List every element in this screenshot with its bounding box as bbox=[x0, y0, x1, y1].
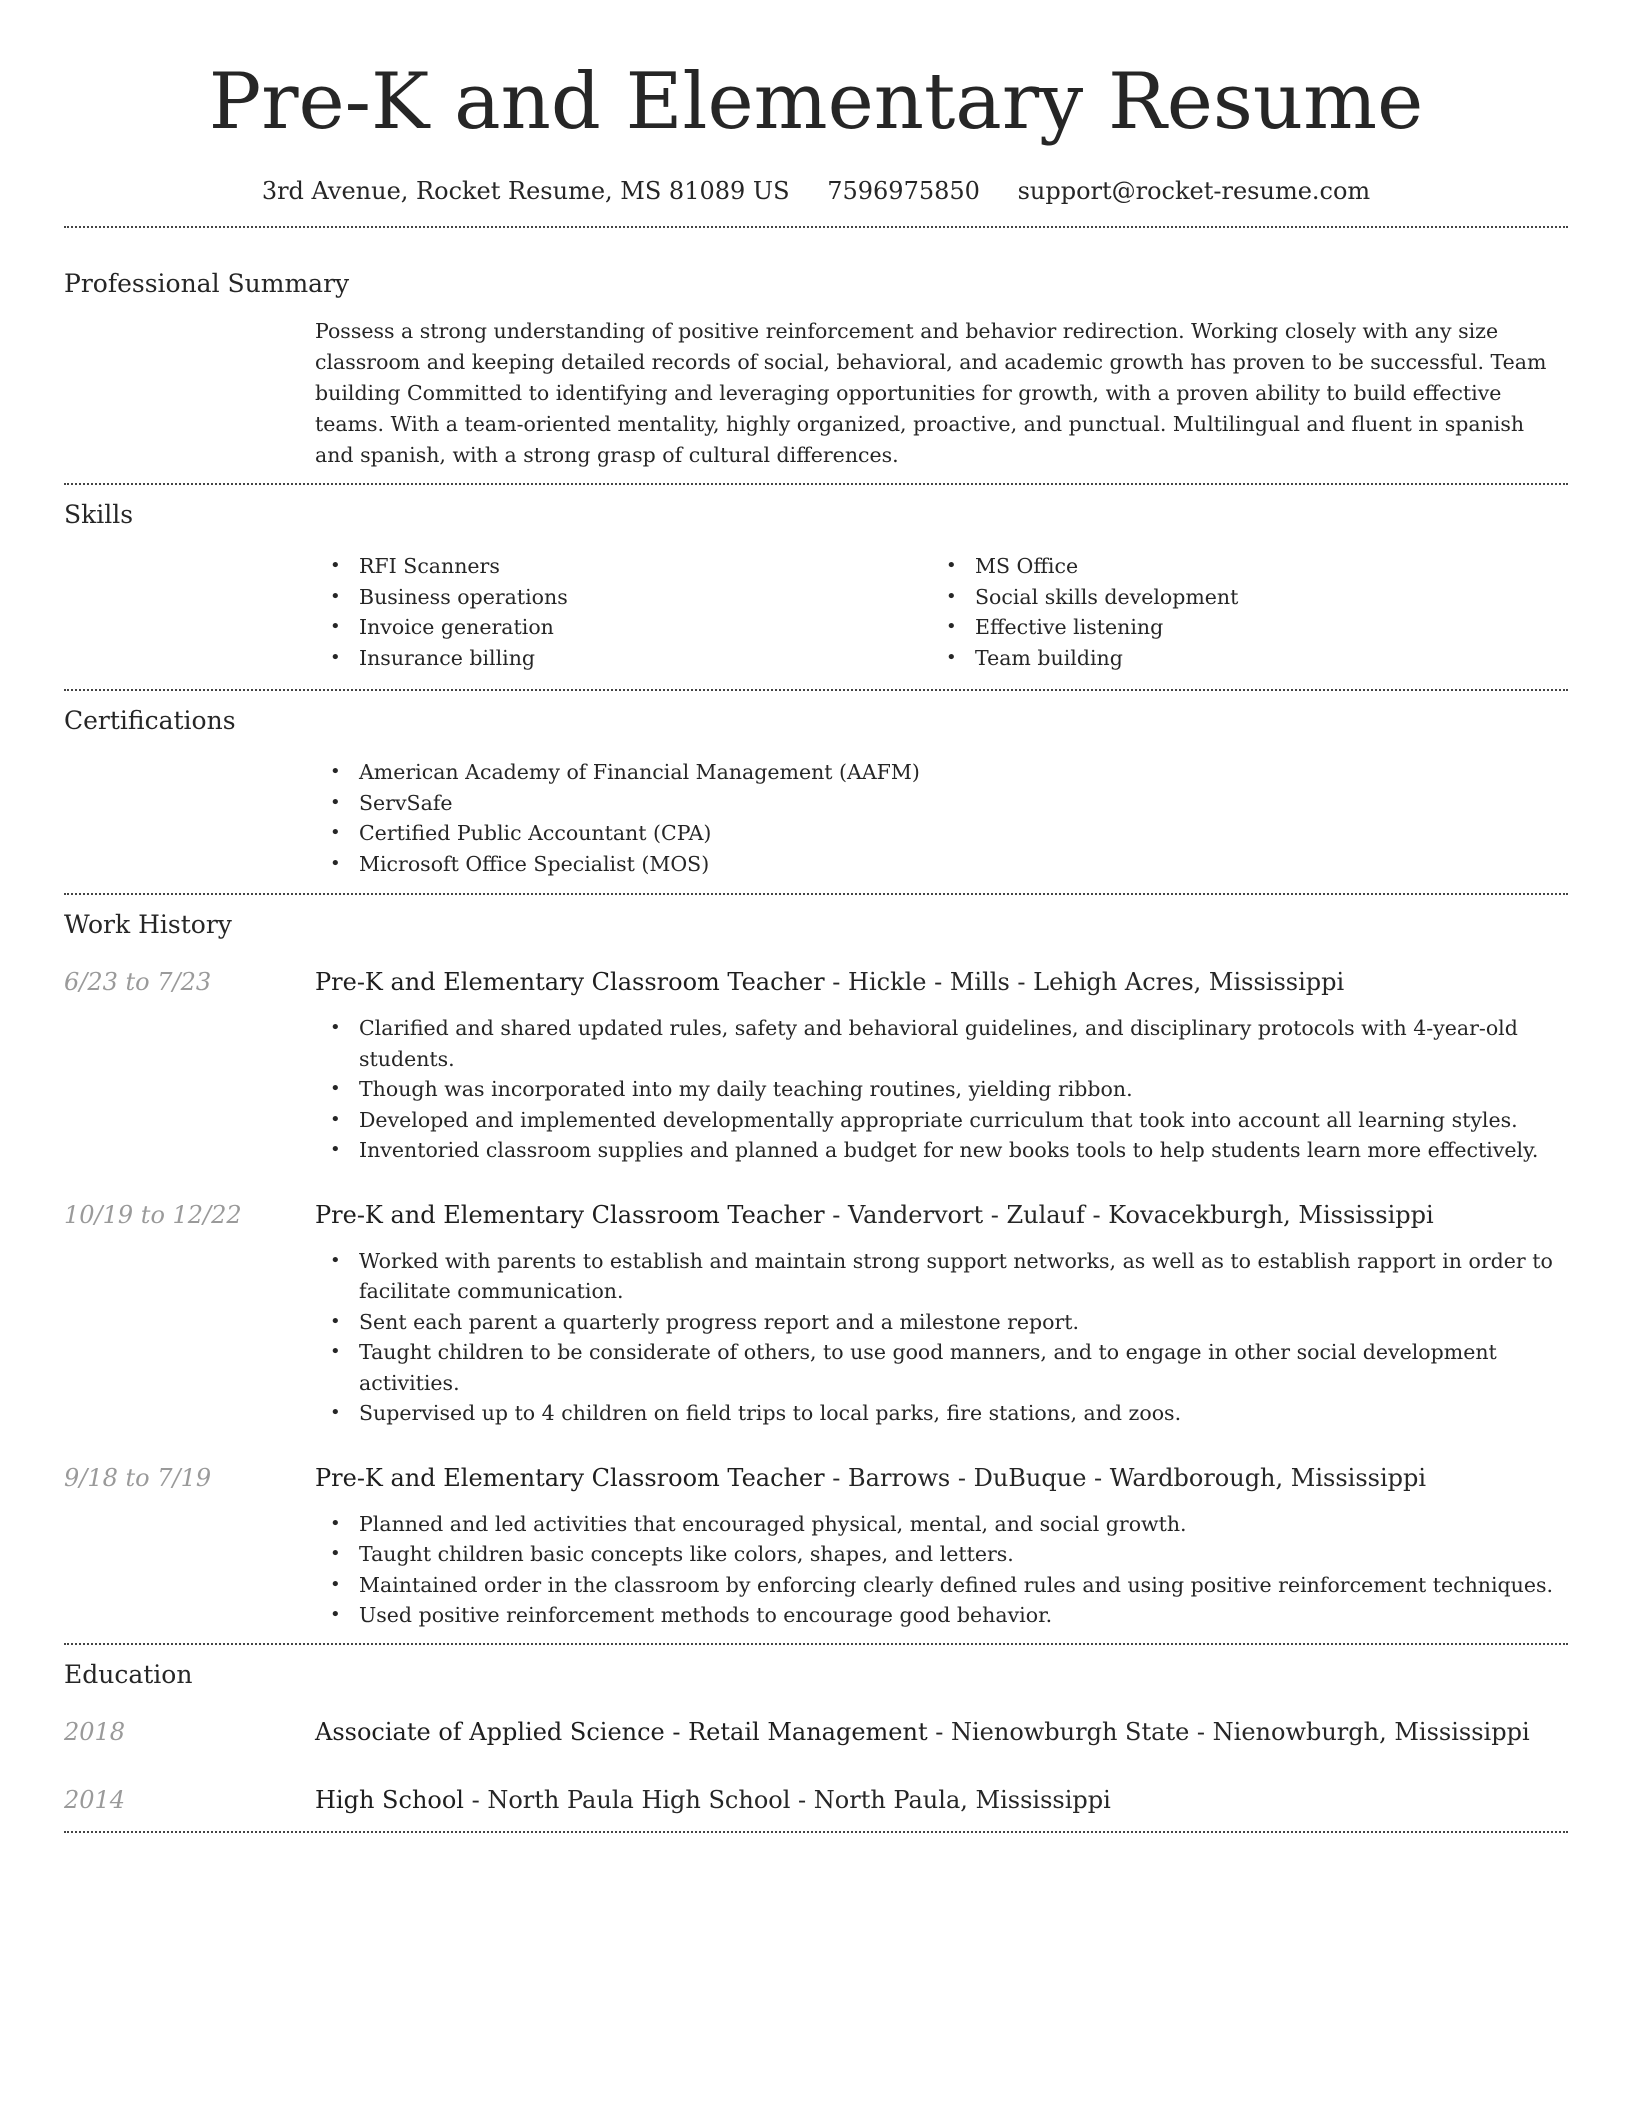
skill-item: • Invoice generation bbox=[315, 612, 931, 643]
job-role: Pre-K and Elementary Classroom Teacher bbox=[315, 1463, 825, 1492]
summary-text: Possess a strong understanding of positive reinforcement and behavior redirection. Working closely with any size classroom and keeping detailed records of social, behavioral, and academic growth has proven to be successful. Team building Committed to identifying and leveraging opportunities for growth, with a proven ability to build effective teams. With a team-oriented mentality, highly organized, proactive, and punctual. Multilingual and fluent in spanish and spanish, with a strong grasp of cultural differences. bbox=[315, 319, 1547, 467]
job-details bbox=[315, 1198, 1568, 1429]
skill-item: • Insurance billing bbox=[315, 643, 931, 674]
job-bullet: • Clarified and shared updated rules, safety and behavioral guidelines, and disciplinary protocols with 4-year-old students. bbox=[315, 1013, 1568, 1074]
job-bullets bbox=[315, 1246, 1568, 1429]
education-school: - Nienowburgh State - Nienowburgh, Mississippi bbox=[927, 1717, 1530, 1746]
certification-item: • ServSafe bbox=[315, 788, 1568, 819]
job-details bbox=[315, 965, 1568, 1166]
resume-page bbox=[64, 0, 1568, 1833]
divider bbox=[64, 893, 1568, 895]
job-employer: - Hickle - Mills - Lehigh Acres, Mississippi bbox=[824, 968, 1345, 996]
job-employer: - Barrows - DuBuque - Wardborough, Mississippi bbox=[824, 1463, 1427, 1492]
job-dates: 10/19 to 12/22 bbox=[64, 1200, 242, 1229]
job-bullet: • Developed and implemented developmentally appropriate curriculum that took into account all learning styles. bbox=[315, 1105, 1568, 1136]
skills-grid bbox=[315, 551, 1568, 673]
certification-item: • Certified Public Accountant (CPA) bbox=[315, 818, 1568, 849]
job-dates: 6/23 to 7/23 bbox=[64, 968, 212, 996]
job-bullet: • Inventoried classroom supplies and planned a budget for new books tools to help students learn more effectively. bbox=[315, 1135, 1568, 1166]
job-role: Pre-K and Elementary Classroom Teacher bbox=[315, 1200, 825, 1229]
certification-item: • Microsoft Office Specialist (MOS) bbox=[315, 849, 1568, 880]
job-entry bbox=[64, 965, 1568, 1166]
job-details bbox=[315, 1461, 1568, 1631]
skills-section bbox=[64, 497, 1568, 673]
skill-item: • MS Office bbox=[931, 551, 1547, 582]
certifications-list bbox=[315, 757, 1568, 879]
section-title-skills: Skills bbox=[64, 500, 134, 529]
job-employer: - Vandervort - Zulauf - Kovacekburgh, Mississippi bbox=[824, 1200, 1434, 1229]
education-degree: Associate of Applied Science - Retail Management bbox=[315, 1717, 928, 1746]
contact-phone: 7596975850 bbox=[827, 177, 980, 205]
divider bbox=[64, 226, 1568, 228]
skills-list-right bbox=[931, 551, 1547, 673]
skill-item: • Team building bbox=[931, 643, 1547, 674]
skill-item: • RFI Scanners bbox=[315, 551, 931, 582]
job-heading bbox=[315, 965, 1568, 999]
certifications-section bbox=[64, 703, 1568, 879]
certification-item: • American Academy of Financial Management (AAFM) bbox=[315, 757, 1568, 788]
work-history-section bbox=[64, 907, 1568, 1631]
job-bullet: • Taught children to be considerate of others, to use good manners, and to engage in other social development activities. bbox=[315, 1337, 1568, 1398]
skills-column-left bbox=[315, 551, 931, 673]
education-entry bbox=[64, 1715, 1568, 1749]
divider bbox=[64, 483, 1568, 485]
contact-address: 3rd Avenue, Rocket Resume, MS 81089 US bbox=[261, 177, 790, 205]
job-role: Pre-K and Elementary Classroom Teacher bbox=[315, 968, 825, 996]
skill-item: • Business operations bbox=[315, 582, 931, 613]
job-bullet: • Used positive reinforcement methods to encourage good behavior. bbox=[315, 1600, 1568, 1631]
job-dates: 9/18 to 7/19 bbox=[64, 1463, 212, 1492]
summary-section bbox=[64, 266, 1568, 471]
section-title-work-history: Work History bbox=[64, 910, 232, 939]
education-section bbox=[64, 1657, 1568, 1817]
job-bullet: • Supervised up to 4 children on field trips to local parks, fire stations, and zoos. bbox=[315, 1398, 1568, 1429]
divider bbox=[64, 1643, 1568, 1645]
job-entry bbox=[64, 1461, 1568, 1631]
section-title-summary: Professional Summary bbox=[64, 269, 350, 298]
skills-column-right bbox=[931, 551, 1547, 673]
job-heading bbox=[315, 1198, 1568, 1232]
skill-item: • Social skills development bbox=[931, 582, 1547, 613]
resume-title: Pre-K and Elementary Resume bbox=[208, 57, 1424, 147]
job-heading bbox=[315, 1461, 1568, 1495]
contact-line bbox=[64, 174, 1568, 208]
education-year: 2014 bbox=[64, 1785, 126, 1814]
education-heading bbox=[315, 1783, 1568, 1817]
job-bullets bbox=[315, 1013, 1568, 1166]
section-title-certifications: Certifications bbox=[64, 706, 236, 735]
divider bbox=[64, 1831, 1568, 1833]
skill-item: • Effective listening bbox=[931, 612, 1547, 643]
education-degree: High School bbox=[315, 1785, 464, 1814]
job-bullet: • Worked with parents to establish and maintain strong support networks, as well as to establish rapport in order to facilitate communication. bbox=[315, 1246, 1568, 1307]
education-school: - North Paula High School - North Paula, Mississippi bbox=[463, 1785, 1111, 1814]
divider bbox=[64, 689, 1568, 691]
contact-email: support@rocket-resume.com bbox=[1017, 177, 1371, 205]
skills-list-left bbox=[315, 551, 931, 673]
job-bullet: • Planned and led activities that encouraged physical, mental, and social growth. bbox=[315, 1509, 1568, 1540]
education-year: 2018 bbox=[64, 1717, 126, 1746]
education-entry bbox=[64, 1783, 1568, 1817]
education-heading bbox=[315, 1715, 1568, 1749]
job-entry bbox=[64, 1198, 1568, 1429]
section-title-education: Education bbox=[64, 1659, 193, 1689]
job-bullets bbox=[315, 1509, 1568, 1631]
job-bullet: • Taught children basic concepts like colors, shapes, and letters. bbox=[315, 1539, 1568, 1570]
job-bullet: • Maintained order in the classroom by enforcing clearly defined rules and using positive reinforcement techniques. bbox=[315, 1570, 1568, 1601]
job-bullet: • Sent each parent a quarterly progress report and a milestone report. bbox=[315, 1307, 1568, 1338]
job-bullet: • Though was incorporated into my daily teaching routines, yielding ribbon. bbox=[315, 1074, 1568, 1105]
